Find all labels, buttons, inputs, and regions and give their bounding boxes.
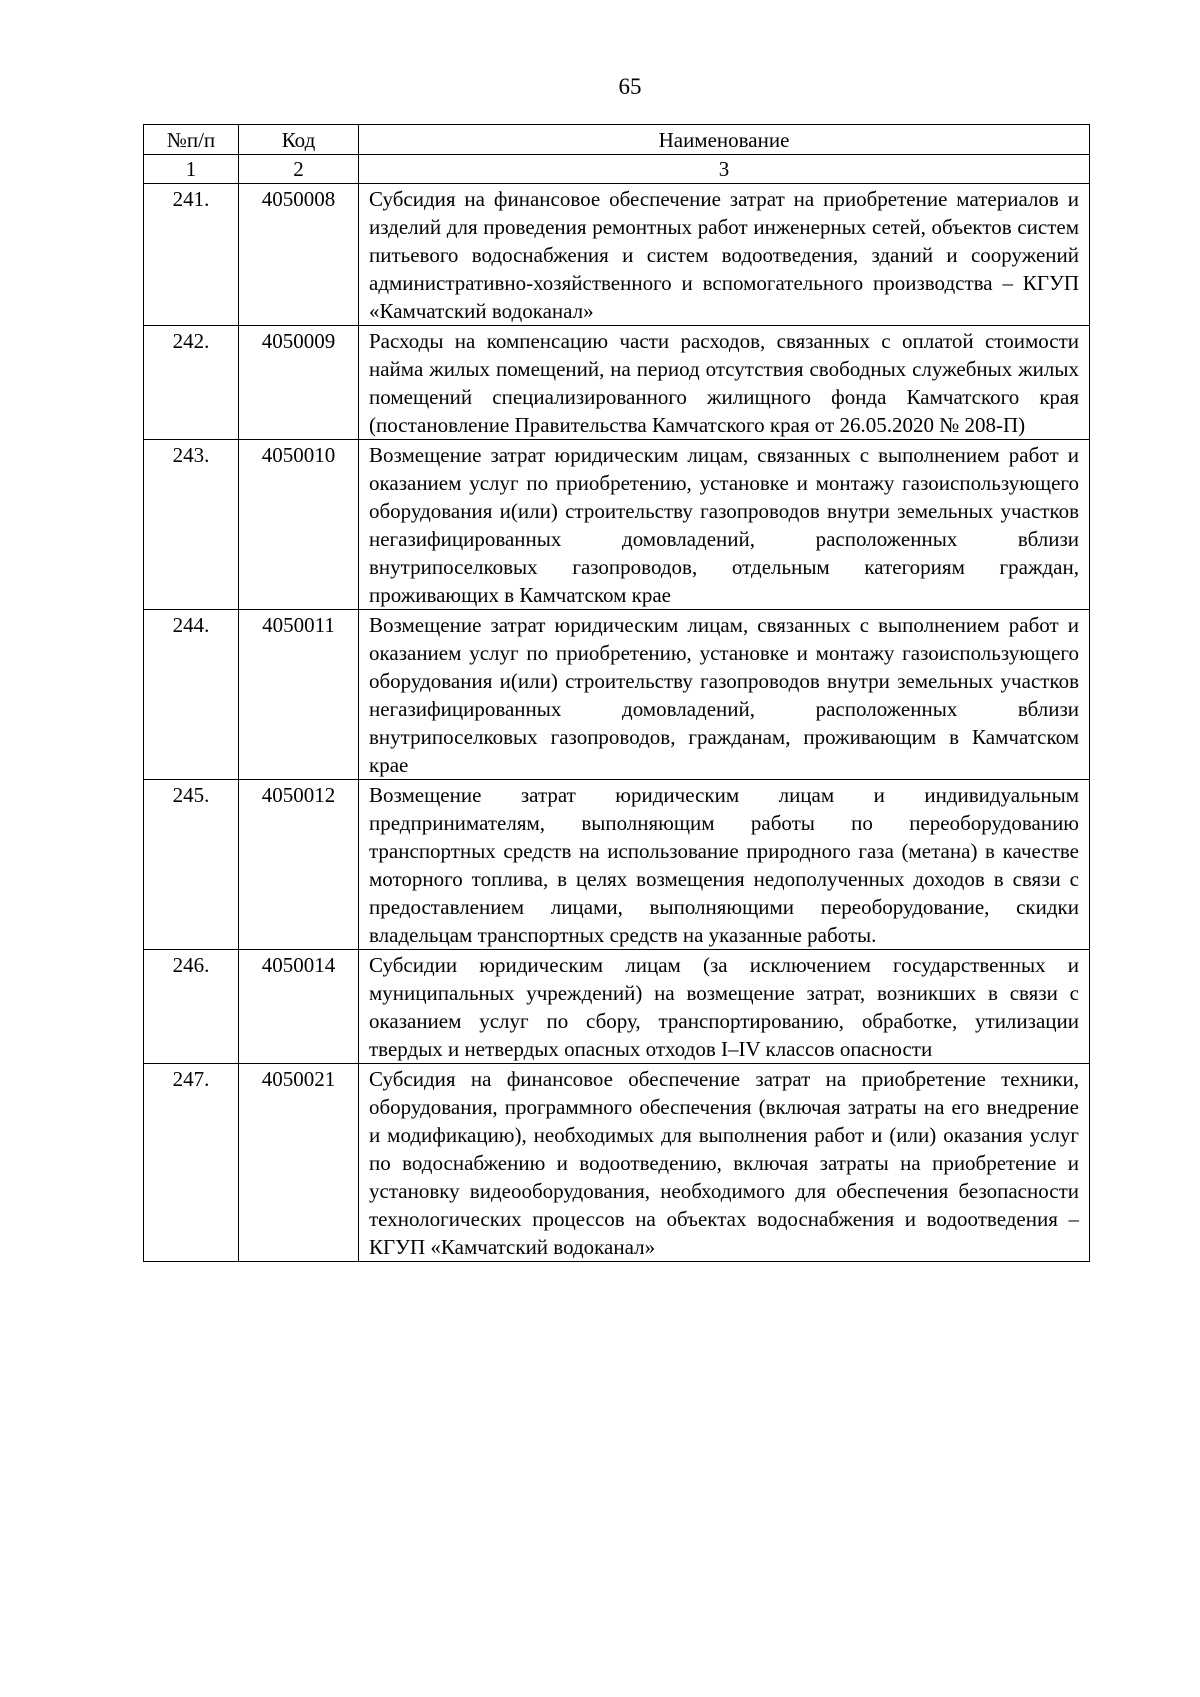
- row-name: Расходы на компенсацию части расходов, связанных с оплатой стоимости найма жилых помещений, на период отсутствия свободных служебных жилых помещений специализированного жилищного фонда Камчатского края (постановление Правительства Камчатского края от 26.05.2020 № 208-П): [359, 326, 1090, 440]
- row-code: 4050014: [239, 950, 359, 1064]
- column-number-1: 1: [144, 155, 239, 184]
- row-code: 4050008: [239, 184, 359, 326]
- table-row: [144, 610, 1090, 780]
- row-name: Субсидия на финансовое обеспечение затрат на приобретение техники, оборудования, программного обеспечения (включая затраты на его внедрение и модификацию), необходимых для выполнения работ и (или) оказания услуг по водоснабжению и водоотведению, включая затраты на приобретение и установку видеооборудования, необходимого для обеспечения безопасности технологических процессов на объектах водоснабжения и водоотведения – КГУП «Камчатский водоканал»: [359, 1064, 1090, 1262]
- row-name: Возмещение затрат юридическим лицам, связанных с выполнением работ и оказанием услуг по приобретению, установке и монтажу газоиспользующего оборудования и(или) строительству газопроводов внутри земельных участков негазифицированных домовладений, расположенных вблизи внутрипоселковых газопроводов, отдельным категориям граждан, проживающих в Камчатском крае: [359, 440, 1090, 610]
- row-number: 241.: [144, 184, 239, 326]
- header-num: №п/п: [144, 125, 239, 155]
- table-row: [144, 326, 1090, 440]
- row-number: 244.: [144, 610, 239, 780]
- table-row: [144, 780, 1090, 950]
- row-name: Субсидия на финансовое обеспечение затрат на приобретение материалов и изделий для проведения ремонтных работ инженерных сетей, объектов систем питьевого водоснабжения и систем водоотведения, зданий и сооружений административно-хозяйственного и вспомогательного производства – КГУП «Камчатский водоканал»: [359, 184, 1090, 326]
- row-number: 246.: [144, 950, 239, 1064]
- row-code: 4050012: [239, 780, 359, 950]
- row-code: 4050011: [239, 610, 359, 780]
- header-name: Наименование: [359, 125, 1090, 155]
- table-row: [144, 1064, 1090, 1262]
- table-row: [144, 950, 1090, 1064]
- header-code: Код: [239, 125, 359, 155]
- row-code: 4050009: [239, 326, 359, 440]
- row-number: 245.: [144, 780, 239, 950]
- row-number: 243.: [144, 440, 239, 610]
- row-name: Возмещение затрат юридическим лицам и индивидуальным предпринимателям, выполняющим работы по переоборудованию транспортных средств на использование природного газа (метана) в качестве моторного топлива, в целях возмещения недополученных доходов в связи с предоставлением лицами, выполняющими переоборудование, скидки владельцам транспортных средств на указанные работы.: [359, 780, 1090, 950]
- row-number: 247.: [144, 1064, 239, 1262]
- row-code: 4050021: [239, 1064, 359, 1262]
- column-number-2: 2: [239, 155, 359, 184]
- table-row: [144, 184, 1090, 326]
- page-number: 65: [618, 74, 642, 99]
- row-name: Возмещение затрат юридическим лицам, связанных с выполнением работ и оказанием услуг по приобретению, установке и монтажу газоиспользующего оборудования и(или) строительству газопроводов внутри земельных участков негазифицированных домовладений, расположенных вблизи внутрипоселковых газопроводов, гражданам, проживающим в Камчатском крае: [359, 610, 1090, 780]
- row-number: 242.: [144, 326, 239, 440]
- budget-codes-table: [143, 124, 1090, 1262]
- row-name: Субсидии юридическим лицам (за исключением государственных и муниципальных учреждений) на возмещение затрат, возникших в связи с оказанием услуг по сбору, транспортированию, обработке, утилизации твердых и нетвердых опасных отходов I–IV классов опасности: [359, 950, 1090, 1064]
- table-header: [144, 125, 1090, 184]
- column-number-3: 3: [359, 155, 1090, 184]
- header-row: [144, 125, 1090, 155]
- table-row: [144, 440, 1090, 610]
- table-body: [144, 184, 1090, 1262]
- row-code: 4050010: [239, 440, 359, 610]
- column-number-row: [144, 155, 1090, 184]
